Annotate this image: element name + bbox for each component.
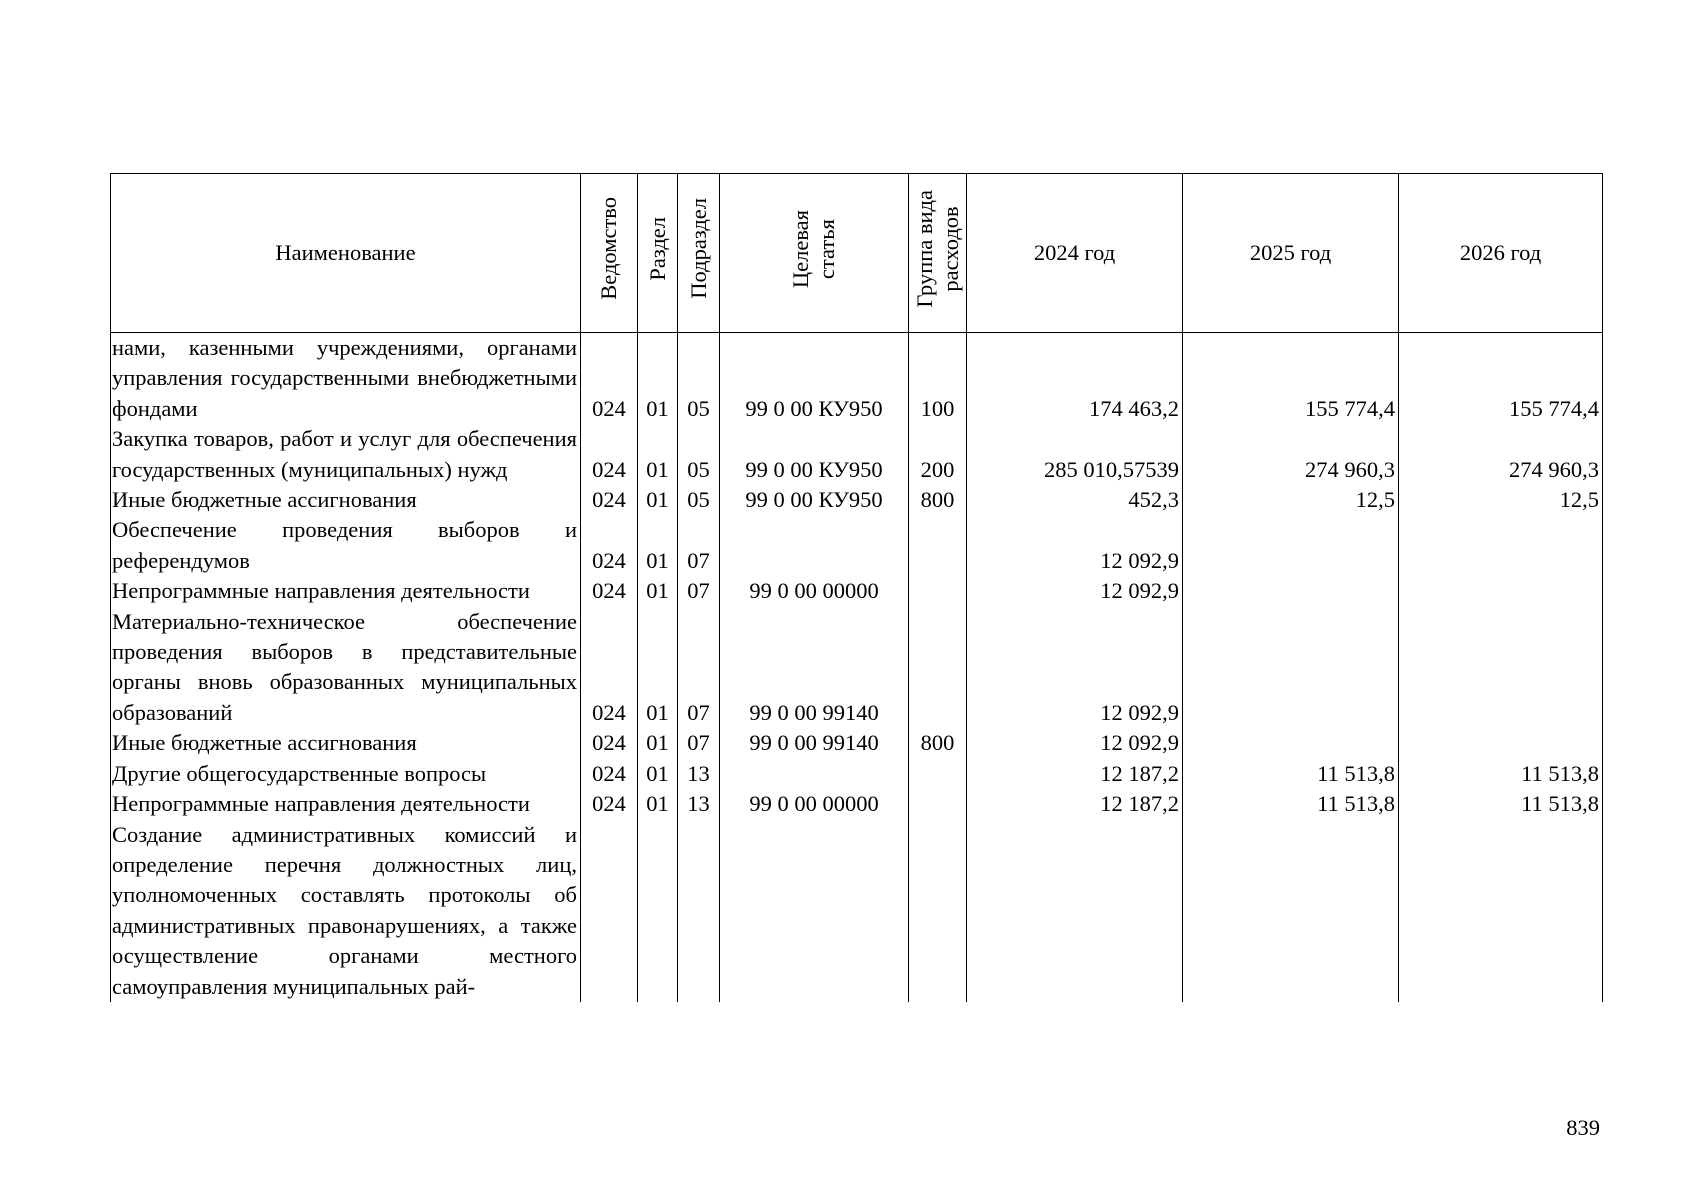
- row-celevaya-statya: [720, 759, 909, 789]
- row-gruppa-vida: 200: [909, 424, 967, 485]
- table-row: [111, 789, 1603, 819]
- budget-table: [110, 173, 1603, 1002]
- row-celevaya-statya: 99 0 00 КУ950: [720, 485, 909, 515]
- row-name: Иные бюджетные ассигнования: [111, 485, 581, 515]
- row-celevaya-statya: 99 0 00 99140: [720, 728, 909, 758]
- row-2026: 11 513,8: [1399, 759, 1603, 789]
- row-vedomstvo: [581, 820, 638, 1002]
- header-2024: 2024 год: [967, 174, 1183, 333]
- table-row: [111, 607, 1603, 729]
- row-vedomstvo: 024: [581, 759, 638, 789]
- row-podrazdel: 05: [678, 333, 720, 425]
- row-podrazdel: [678, 820, 720, 1002]
- row-2024: 12 187,2: [967, 789, 1183, 819]
- budget-table-sheet: [110, 173, 1602, 1002]
- row-vedomstvo: 024: [581, 728, 638, 758]
- row-2026: 274 960,3: [1399, 424, 1603, 485]
- row-celevaya-statya: 99 0 00 00000: [720, 576, 909, 606]
- row-2025: 274 960,3: [1183, 424, 1399, 485]
- table-row: [111, 576, 1603, 606]
- row-2025: [1183, 607, 1399, 729]
- row-razdel: 01: [638, 424, 678, 485]
- header-2025: 2025 год: [1183, 174, 1399, 333]
- row-2024: 285 010,57539: [967, 424, 1183, 485]
- row-podrazdel: 07: [678, 607, 720, 729]
- table-row: [111, 424, 1603, 485]
- row-gruppa-vida: 100: [909, 333, 967, 425]
- row-name: Обеспечение проведения выборов и референдумов: [111, 515, 581, 576]
- header-2026: 2026 год: [1399, 174, 1603, 333]
- row-vedomstvo: 024: [581, 789, 638, 819]
- header-razdel: Раздел: [638, 174, 678, 333]
- row-2024: 452,3: [967, 485, 1183, 515]
- row-2024: 12 092,9: [967, 576, 1183, 606]
- row-razdel: 01: [638, 607, 678, 729]
- row-name: Закупка товаров, работ и услуг для обеспечения государственных (муниципальных) нужд: [111, 424, 581, 485]
- row-2026: 155 774,4: [1399, 333, 1603, 425]
- row-gruppa-vida: [909, 607, 967, 729]
- row-2026: [1399, 607, 1603, 729]
- row-gruppa-vida: 800: [909, 728, 967, 758]
- row-name: Непрограммные направления деятельности: [111, 576, 581, 606]
- page-number: 839: [1566, 1115, 1600, 1140]
- row-gruppa-vida: [909, 576, 967, 606]
- row-2026: 12,5: [1399, 485, 1603, 515]
- row-razdel: 01: [638, 485, 678, 515]
- row-name: Другие общегосударственные вопросы: [111, 759, 581, 789]
- table-row: [111, 485, 1603, 515]
- row-2024: 12 187,2: [967, 759, 1183, 789]
- table-row: [111, 759, 1603, 789]
- row-razdel: [638, 820, 678, 1002]
- row-podrazdel: 07: [678, 728, 720, 758]
- header-name: Наименование: [111, 174, 581, 333]
- row-vedomstvo: 024: [581, 485, 638, 515]
- row-name: нами, казенными учреждениями, органами управления государственными внебюджетными фондами: [111, 333, 581, 425]
- row-2026: 11 513,8: [1399, 789, 1603, 819]
- row-2026: [1399, 576, 1603, 606]
- row-podrazdel: 07: [678, 515, 720, 576]
- row-celevaya-statya: 99 0 00 00000: [720, 789, 909, 819]
- row-razdel: 01: [638, 728, 678, 758]
- table-row: [111, 333, 1603, 425]
- table-body: [111, 333, 1603, 1002]
- row-2024: 12 092,9: [967, 515, 1183, 576]
- row-2026: [1399, 820, 1603, 1002]
- row-2024: 174 463,2: [967, 333, 1183, 425]
- row-gruppa-vida: [909, 759, 967, 789]
- table-row: [111, 515, 1603, 576]
- header-podrazdel: Подраздел: [678, 174, 720, 333]
- row-gruppa-vida: [909, 515, 967, 576]
- row-2025: 155 774,4: [1183, 333, 1399, 425]
- row-celevaya-statya: 99 0 00 КУ950: [720, 333, 909, 425]
- row-celevaya-statya: [720, 820, 909, 1002]
- row-gruppa-vida: 800: [909, 485, 967, 515]
- row-2025: [1183, 576, 1399, 606]
- row-vedomstvo: 024: [581, 576, 638, 606]
- row-2025: [1183, 820, 1399, 1002]
- row-2025: [1183, 728, 1399, 758]
- row-razdel: 01: [638, 789, 678, 819]
- row-2024: 12 092,9: [967, 728, 1183, 758]
- row-razdel: 01: [638, 759, 678, 789]
- row-vedomstvo: 024: [581, 607, 638, 729]
- row-podrazdel: 07: [678, 576, 720, 606]
- row-razdel: 01: [638, 333, 678, 425]
- row-name: Непрограммные направления деятельности: [111, 789, 581, 819]
- row-celevaya-statya: 99 0 00 КУ950: [720, 424, 909, 485]
- header-vedomstvo: Ведомство: [581, 174, 638, 333]
- row-vedomstvo: 024: [581, 515, 638, 576]
- row-celevaya-statya: [720, 515, 909, 576]
- row-name: Иные бюджетные ассигнования: [111, 728, 581, 758]
- row-2025: 12,5: [1183, 485, 1399, 515]
- table-row: [111, 820, 1603, 1002]
- row-2024: [967, 820, 1183, 1002]
- row-razdel: 01: [638, 576, 678, 606]
- header-gruppa-vida-rashodov: Группа вида расходов: [909, 174, 967, 333]
- header-celevaya-statya: Целевая статья: [720, 174, 909, 333]
- row-name: Создание административных комиссий и определение перечня должностных лиц, уполномоченных составлять протоколы об административных правонарушениях, а также осуществление органами местного самоуправления муниципальных рай-: [111, 820, 581, 1002]
- row-2025: [1183, 515, 1399, 576]
- row-gruppa-vida: [909, 820, 967, 1002]
- row-vedomstvo: 024: [581, 424, 638, 485]
- row-podrazdel: 05: [678, 424, 720, 485]
- header-row: [111, 174, 1603, 333]
- row-2025: 11 513,8: [1183, 789, 1399, 819]
- row-razdel: 01: [638, 515, 678, 576]
- row-podrazdel: 13: [678, 789, 720, 819]
- row-name: Материально-техническое обеспечение проведения выборов в представительные органы вновь образованных муниципальных образований: [111, 607, 581, 729]
- row-2024: 12 092,9: [967, 607, 1183, 729]
- row-podrazdel: 05: [678, 485, 720, 515]
- row-2026: [1399, 515, 1603, 576]
- row-gruppa-vida: [909, 789, 967, 819]
- table-row: [111, 728, 1603, 758]
- row-podrazdel: 13: [678, 759, 720, 789]
- row-2026: [1399, 728, 1603, 758]
- row-vedomstvo: 024: [581, 333, 638, 425]
- row-2025: 11 513,8: [1183, 759, 1399, 789]
- row-celevaya-statya: 99 0 00 99140: [720, 607, 909, 729]
